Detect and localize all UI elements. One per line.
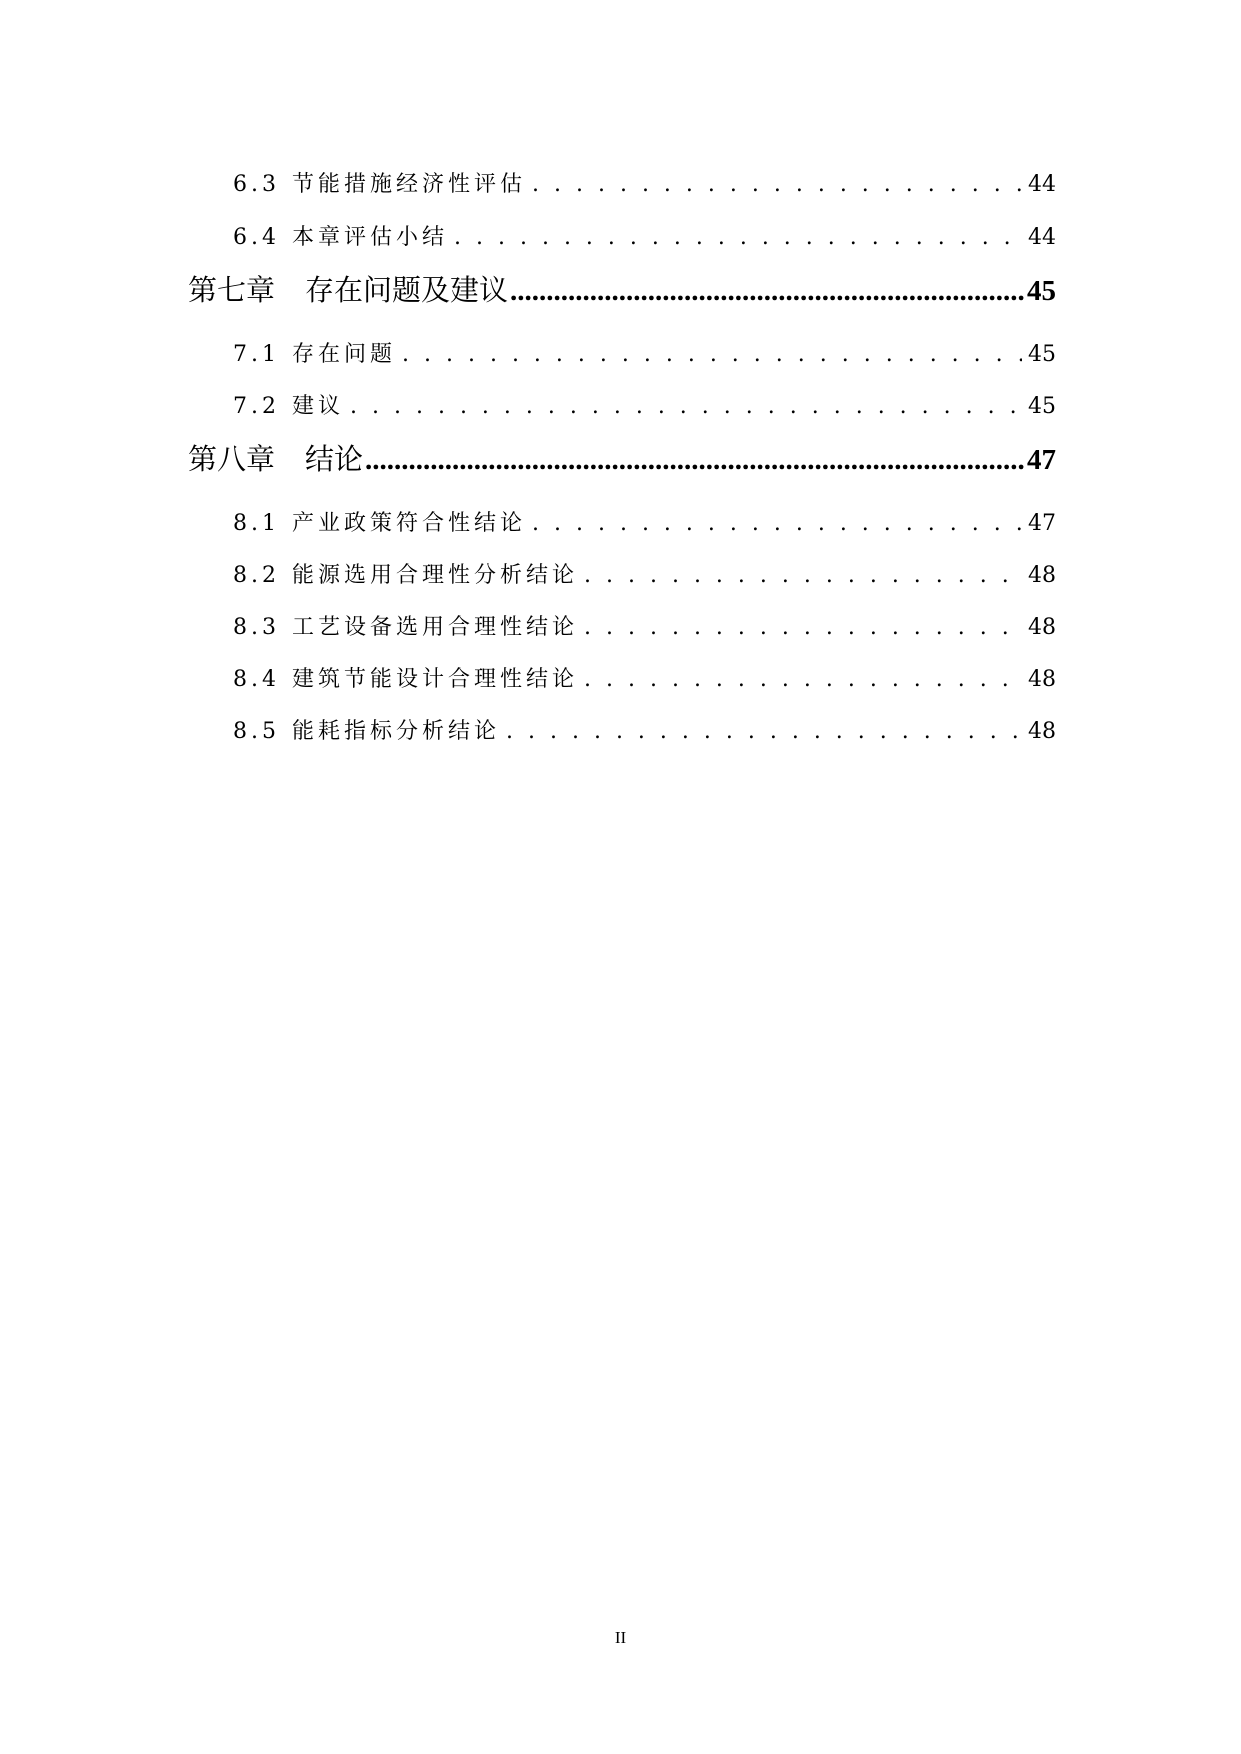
toc-entry-7-2[interactable] xyxy=(233,389,1056,419)
toc-chapter-page: 45 xyxy=(1027,275,1056,304)
toc-entry-6-4[interactable] xyxy=(233,220,1056,250)
toc-entry-title: 工艺设备选用合理性结论 xyxy=(292,615,579,640)
toc-leader-dots xyxy=(584,615,1022,640)
toc-entry-number: 7.2 xyxy=(233,394,280,419)
toc-entry-number: 8.3 xyxy=(233,615,280,640)
toc-entry-8-5[interactable] xyxy=(233,714,1056,744)
toc-entry-number: 8.5 xyxy=(233,719,280,744)
toc-entry-number: 7.1 xyxy=(233,342,280,367)
toc-chapter-number: 第八章 xyxy=(188,444,276,473)
toc-entry-title: 建筑节能设计合理性结论 xyxy=(292,667,579,692)
toc-leader-dots xyxy=(454,225,1022,250)
toc-entry-number: 6.3 xyxy=(233,172,280,197)
toc-chapter-page: 47 xyxy=(1027,444,1056,473)
toc-entry-page: 45 xyxy=(1028,342,1056,367)
toc-entry-page: 48 xyxy=(1028,667,1056,692)
toc-entry-page: 47 xyxy=(1028,511,1056,536)
toc-chapter-7[interactable] xyxy=(188,268,1056,304)
toc-chapter-8[interactable] xyxy=(188,437,1056,473)
toc-leader-dots xyxy=(510,275,1025,304)
toc-leader-dots xyxy=(365,444,1025,473)
toc-entry-number: 8.4 xyxy=(233,667,280,692)
toc-leader-dots xyxy=(506,719,1022,744)
toc-entry-8-1[interactable] xyxy=(233,506,1056,536)
toc-chapter-title: 存在问题及建议 xyxy=(305,275,509,304)
toc-entry-number: 8.1 xyxy=(233,511,280,536)
page-number-footer: II xyxy=(614,1628,627,1647)
toc-entry-8-2[interactable] xyxy=(233,558,1056,588)
toc-entry-page: 48 xyxy=(1028,615,1056,640)
toc-entry-page: 48 xyxy=(1028,563,1056,588)
toc-entry-8-4[interactable] xyxy=(233,662,1056,692)
toc-leader-dots xyxy=(532,511,1022,536)
toc-leader-dots xyxy=(402,342,1022,367)
toc-entry-page: 45 xyxy=(1028,394,1056,419)
toc-entry-page: 44 xyxy=(1028,225,1056,250)
toc-entry-title: 建议 xyxy=(292,394,345,419)
toc-entry-number: 6.4 xyxy=(233,225,280,250)
toc-entry-title: 存在问题 xyxy=(292,342,397,367)
toc-chapter-title: 结论 xyxy=(305,444,364,473)
toc-entry-title: 产业政策符合性结论 xyxy=(292,511,527,536)
toc-entry-title: 能耗指标分析结论 xyxy=(292,719,501,744)
toc-entry-number: 8.2 xyxy=(233,563,280,588)
toc-entry-title: 节能措施经济性评估 xyxy=(292,172,527,197)
toc-entry-page: 44 xyxy=(1028,172,1056,197)
toc-entry-page: 48 xyxy=(1028,719,1056,744)
toc-leader-dots xyxy=(532,172,1022,197)
toc-leader-dots xyxy=(350,394,1022,419)
toc-entry-title: 能源选用合理性分析结论 xyxy=(292,563,579,588)
toc-entry-title: 本章评估小结 xyxy=(292,225,449,250)
toc-leader-dots xyxy=(584,563,1022,588)
toc-entry-8-3[interactable] xyxy=(233,610,1056,640)
toc-leader-dots xyxy=(584,667,1022,692)
toc-entry-6-3[interactable] xyxy=(233,167,1056,197)
toc-entry-7-1[interactable] xyxy=(233,337,1056,367)
toc-chapter-number: 第七章 xyxy=(188,275,276,304)
